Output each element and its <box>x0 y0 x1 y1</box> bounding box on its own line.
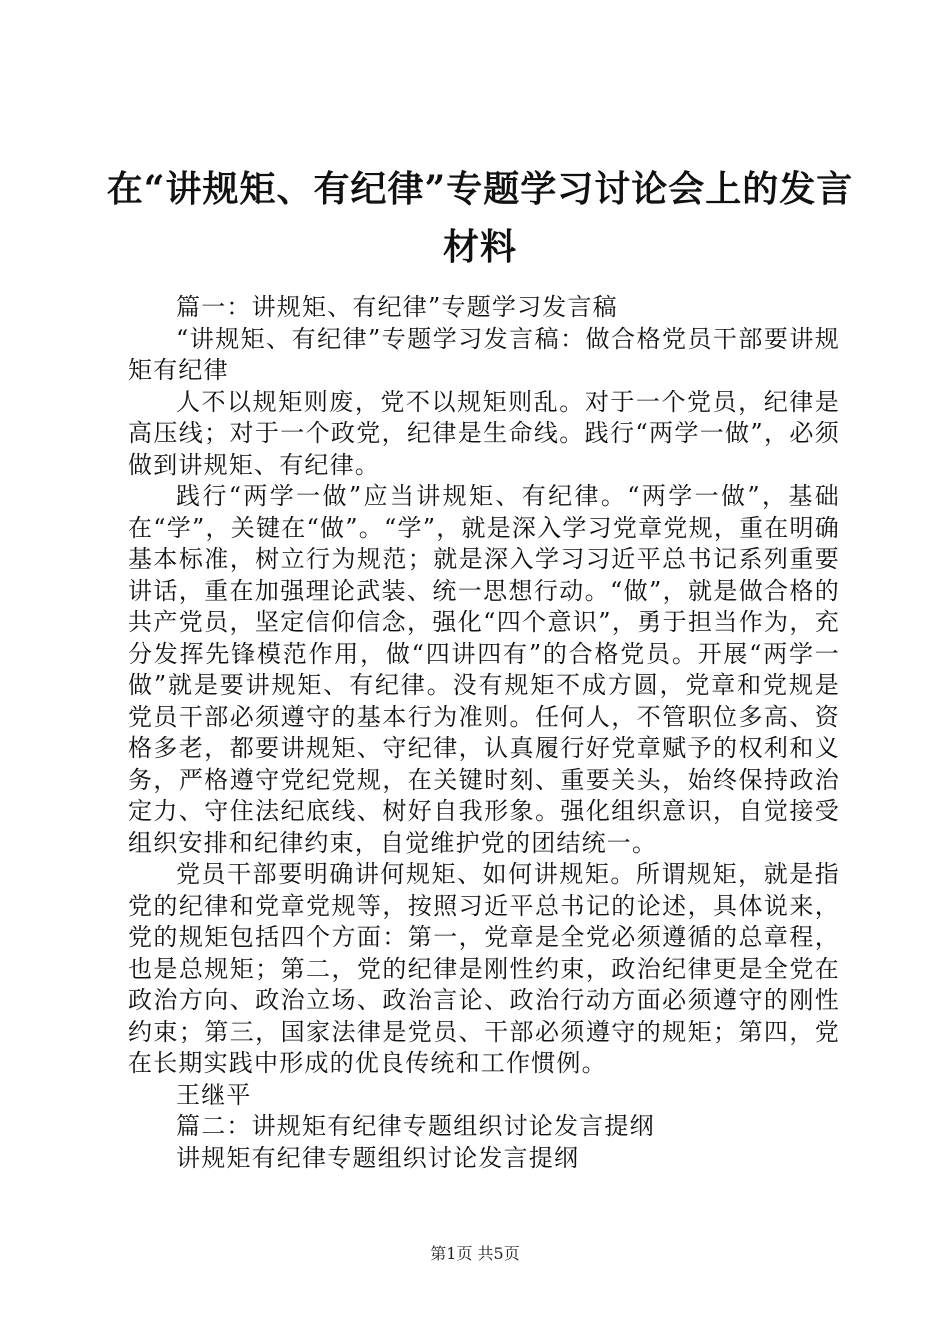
body-paragraph: 人不以规矩则废，党不以规矩则乱。对于一个党员，纪律是高压线；对于一个政党，纪律是生命线。践行“两学一做”，必须做到讲规矩、有纪律。 <box>128 387 840 479</box>
body-paragraph: 践行“两学一做”应当讲规矩、有纪律。“两学一做”，基础在“学”，关键在“做”。“学”，就是深入学习党章党规，重在明确基本标准，树立行为规范；就是深入学习习近平总书记系列重要讲话，重在加强理论武装、统一思想行动。“做”，就是做合格的共产党员，坚定信仰信念，强化“四个意识”，勇于担当作为，充分发挥先锋模范作用，做“四讲四有”的合格党员。开展“两学一做”就是要讲规矩、有纪律。没有规矩不成方圆，党章和党规是党员干部必须遵守的基本行为准则。任何人，不管职位多高、资格多老，都要讲规矩、守纪律，认真履行好党章赋予的权利和义务，严格遵守党纪党规，在关键时刻、重要关头，始终保持政治定力、守住法纪底线、树好自我形象。强化组织意识，自觉接受组织安排和纪律约束，自觉维护党的团结统一。 <box>128 482 840 857</box>
page-number: 第1页 共5页 <box>430 1244 520 1263</box>
document-title: 在“讲规矩、有纪律”专题学习讨论会上的发言材料 <box>106 168 854 268</box>
document-body <box>128 292 840 1174</box>
outline-title: 讲规矩有纪律专题组织讨论发言提纲 <box>176 1143 580 1172</box>
section-heading-2: 篇二：讲规矩有纪律专题组织讨论发言提纲 <box>176 1112 655 1140</box>
author-name: 王继平 <box>176 1080 252 1109</box>
article-title: “讲规矩、有纪律”专题学习发言稿：做合格党员干部要讲规矩有纪律 <box>128 324 840 384</box>
body-paragraph: 党员干部要明确讲何规矩、如何讲规矩。所谓规矩，就是指党的纪律和党章党规等，按照习近平总书记的论述，具体说来，党的规矩包括四个方面：第一，党章是全党必须遵循的总章程，也是总规矩；第二，党的纪律是刚性约束，政治纪律更是全党在政治方向、政治立场、政治言论、政治行动方面必须遵守的刚性约束；第三，国家法律是党员、干部必须遵守的规矩；第四，党在长期实践中形成的优良传统和工作惯例。 <box>128 860 840 1077</box>
section-heading-1: 篇一：讲规矩、有纪律”专题学习发言稿 <box>176 293 618 321</box>
